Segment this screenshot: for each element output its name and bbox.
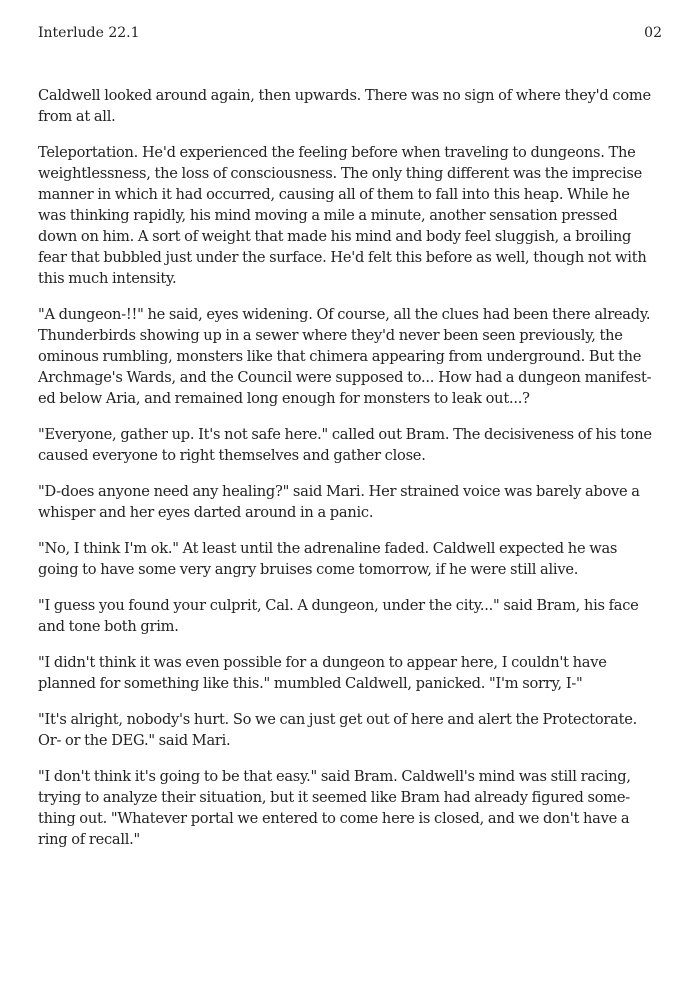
paragraph: "Everyone, gather up. It's not safe here." called out Bram. The decisiveness of his tone caused everyone to right themselves and gather close. — [38, 426, 652, 464]
body-text — [38, 85, 660, 865]
paragraph: Caldwell looked around again, then upwards. There was no sign of where they'd come from at all. — [38, 87, 651, 125]
paragraph: "A dungeon-!!" he said, eyes widening. Of course, all the clues had been there already. Thunderbirds showing up in a sewer where they'd never been seen previously, the ominous rumbling, monsters like that chimera appearing from underground. But the Archmage's Wards, and the Council were supposed to... How had a dungeon manifested below Aria, and remained long enough for monsters to leak out...? — [38, 306, 652, 407]
paragraph: Teleportation. He'd experienced the feeling before when traveling to dungeons. The weightlessness, the loss of consciousness. The only thing different was the imprecise manner in which it had occurred, causing all of them to fall into this heap. While he was thinking rapidly, his mind moving a mile a minute, another sensation pressed down on him. A sort of weight that made his mind and body feel sluggish, a broiling fear that bubbled just under the surface. He'd felt this before as well, though not with this much intensity. — [38, 144, 647, 287]
paragraph: "I don't think it's going to be that easy." said Bram. Caldwell's mind was still racing, trying to analyze their situation, but it seemed like Bram had already figured something out. "Whatever portal we entered to come here is closed, and we don't have a ring of recall." — [38, 768, 631, 848]
paragraph: "No, I think I'm ok." At least until the adrenaline faded. Caldwell expected he was going to have some very angry bruises come tomorrow, if he were still alive. — [38, 540, 618, 578]
paragraph: "D-does anyone need any healing?" said Mari. Her strained voice was barely above a whisper and her eyes darted around in a panic. — [38, 483, 640, 521]
chapter-title: Interlude 22.1 — [38, 25, 140, 41]
page-header — [38, 23, 662, 43]
paragraph: "I guess you found your culprit, Cal. A dungeon, under the city..." said Bram, his face and tone both grim. — [38, 597, 639, 635]
page-number: 02 — [644, 25, 662, 41]
paragraph: "I didn't think it was even possible for a dungeon to appear here, I couldn't have planned for something like this." mumbled Caldwell, panicked. "I'm sorry, I-" — [38, 654, 607, 692]
paragraph: "It's alright, nobody's hurt. So we can just get out of here and alert the Protectorate. Or- or the DEG." said Mari. — [38, 711, 637, 749]
